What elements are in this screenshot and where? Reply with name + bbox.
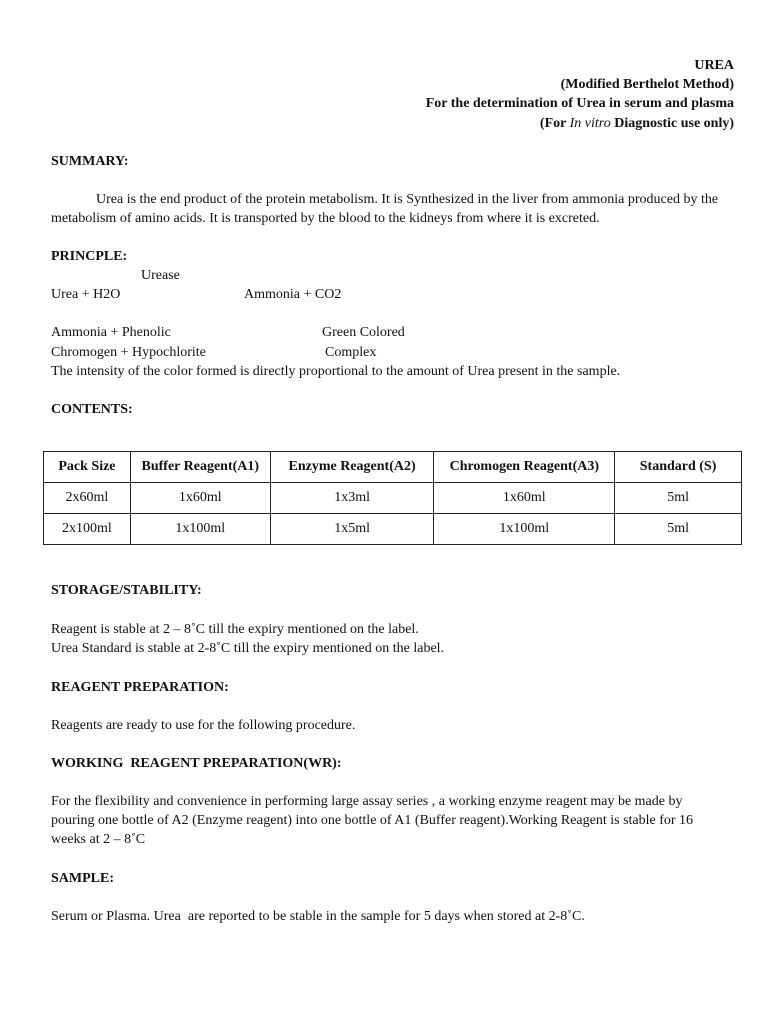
table-cell: 1x60ml (434, 483, 615, 514)
reaction2-left-line1: Ammonia + Phenolic (51, 325, 171, 340)
use-prefix: (For (539, 116, 570, 131)
sample-heading: SAMPLE: (51, 871, 114, 886)
table-cell: 1x60ml (130, 483, 270, 514)
table-row (44, 483, 742, 514)
column-header: Standard (S) (615, 452, 742, 483)
document-title: UREA (694, 58, 734, 73)
principle-note: The intensity of the color formed is directly proportional to the amount of Urea present in the sample. (51, 364, 621, 379)
working-reagent-heading: WORKING REAGENT PREPARATION(WR): (51, 756, 342, 771)
use-line (540, 114, 734, 133)
column-header: Buffer Reagent(A1) (130, 452, 270, 483)
storage-line1: Reagent is stable at 2 – 8˚C till the expiry mentioned on the label. (51, 622, 419, 637)
summary-text: Urea is the end product of the protein metabolism. It is Synthesized in the liver from ammonia produced by the metabolism of amino acids. It is transported by the blood to the kidneys from where it is excreted. (51, 192, 719, 226)
contents-heading: CONTENTS: (51, 402, 133, 417)
reaction1-right: Ammonia + CO2 (244, 287, 342, 302)
column-header: Enzyme Reagent(A2) (270, 452, 434, 483)
purpose-line: For the determination of Urea in serum and plasma (425, 96, 734, 111)
enzyme-label: Urease (141, 268, 180, 283)
table-header-row (44, 452, 742, 483)
use-suffix: Diagnostic use only) (610, 116, 734, 131)
column-header: Chromogen Reagent(A3) (434, 452, 615, 483)
reaction1-left: Urea + H2O (51, 287, 121, 302)
use-italic: In vitro (569, 116, 611, 131)
reagent-prep-heading: REAGENT PREPARATION: (51, 680, 229, 695)
table-cell: 1x100ml (434, 514, 615, 545)
table-cell: 2x100ml (44, 514, 131, 545)
principle-heading: PRINCPLE: (51, 249, 128, 264)
table-cell: 5ml (615, 483, 742, 514)
reagent-prep-text: Reagents are ready to use for the following procedure. (51, 718, 356, 733)
table-cell: 2x60ml (44, 483, 131, 514)
table-row (44, 514, 742, 545)
table-cell: 1x100ml (130, 514, 270, 545)
table-cell: 1x3ml (270, 483, 434, 514)
table-cell: 1x5ml (270, 514, 434, 545)
working-reagent-line3: weeks at 2 – 8˚C (51, 832, 146, 847)
method-subtitle: (Modified Berthelot Method) (560, 77, 734, 92)
table-cell: 5ml (615, 514, 742, 545)
storage-heading: STORAGE/STABILITY: (51, 583, 202, 598)
summary-heading: SUMMARY: (51, 154, 129, 169)
reaction2-right-line2: Complex (325, 345, 377, 360)
working-reagent-line1: For the flexibility and convenience in performing large assay series , a working enzyme reagent may be made by (51, 794, 683, 809)
reaction2-right-line1: Green Colored (322, 325, 405, 340)
column-header: Pack Size (44, 452, 131, 483)
reaction2-left-line2: Chromogen + Hypochlorite (51, 345, 206, 360)
storage-line2: Urea Standard is stable at 2-8˚C till the expiry mentioned on the label. (51, 641, 445, 656)
contents-table (43, 451, 742, 545)
working-reagent-line2: pouring one bottle of A2 (Enzyme reagent) into one bottle of A1 (Buffer reagent).Working Reagent is stable for 16 (51, 813, 694, 828)
sample-text: Serum or Plasma. Urea are reported to be stable in the sample for 5 days when stored at 2-8˚C. (51, 909, 585, 924)
